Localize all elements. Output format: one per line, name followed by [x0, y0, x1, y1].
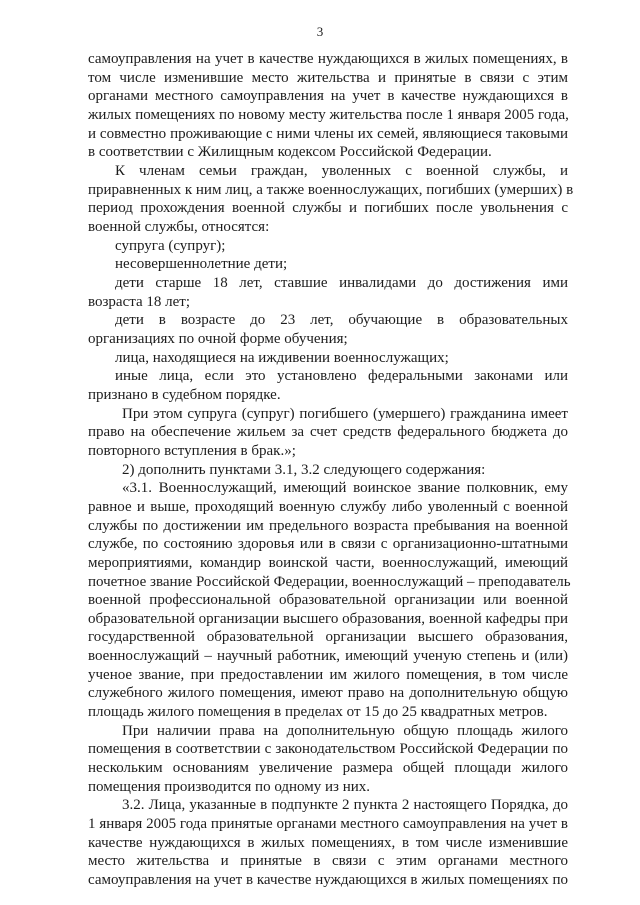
text-line: период прохождения военной службы и погибших после увольнения с [88, 200, 568, 217]
text-line: место жительства и принятые в связи с этим органами местного [88, 853, 568, 870]
text-line: помещения производится по одному из них. [88, 778, 371, 795]
text-line: в соответствии с Жилищным кодексом Российской Федерации. [88, 144, 492, 161]
text-line: возраста 18 лет; [88, 293, 190, 310]
text-line: жилых помещениях по новому месту жительства после 1 января 2005 года, [88, 107, 569, 123]
text-line: повторного вступления в брак.»; [88, 442, 296, 459]
text-line: организациях по очной форме обучения; [88, 330, 348, 347]
text-line: военной профессиональной образовательной организации или военной [88, 592, 568, 609]
text-line: мероприятиями, командир воинской части, военнослужащий, имеющий [88, 554, 568, 571]
text-line: несовершеннолетние дети; [115, 256, 288, 273]
text-line: самоуправления на учет в качестве нуждающихся в жилых помещениях, в [88, 51, 568, 67]
text-line: При этом супруга (супруг) погибшего (умершего) гражданина имеет [122, 405, 568, 422]
text-line: качестве нуждающихся в жилых помещениях, в том числе изменившие [88, 834, 568, 851]
text-line: военной службы, относятся: [88, 218, 270, 235]
text-line: службе, по состоянию здоровья или в связи с организационно-штатными [88, 536, 568, 553]
text-line: супруга (супруг); [115, 237, 226, 254]
text-line: 3.2. Лица, указанные в подпункте 2 пункта 2 настоящего Порядка, до [122, 797, 568, 814]
text-line: и совместно проживающие с ними члены их семей, являющиеся таковыми [88, 125, 568, 142]
text-line: службы по достижении им предельного возраста пребывания на военной [88, 517, 568, 534]
text-line: военнослужащий – научный работник, имеющий ученую степень и (или) [88, 648, 568, 665]
text-line: том числе изменившие место жительства и принятые в связи с этим [88, 69, 568, 86]
text-line: равное и выше, проходящий военную службу либо уволенный с военной [88, 498, 568, 515]
text-line: дети в возрасте до 23 лет, обучающие в образовательных [115, 312, 568, 329]
text-line: органами местного самоуправления на учет в качестве нуждающихся в [88, 88, 568, 105]
text-line: служебного жилого помещения, имеют право на дополнительную общую [88, 685, 568, 702]
text-line: иные лица, если это установлено федеральными законами или [115, 368, 568, 385]
page-number: 3 [316, 24, 324, 39]
text-line: ученое звание, при предоставлении им жилого помещения, в том числе [88, 666, 568, 683]
text-line: При наличии права на дополнительную общую площадь жилого [122, 722, 568, 739]
text-line: дети старше 18 лет, ставшие инвалидами до достижения ими [115, 274, 568, 291]
text-line: государственной образовательной организации высшего образования, [88, 629, 568, 646]
text-line: помещения в соответствии с законодательством Российской Федерации по [88, 741, 568, 758]
text-line: площадь жилого помещения в пределах от 15 до 25 квадратных метров. [88, 704, 548, 721]
text-line: 1 января 2005 года принятые органами местного самоуправления на учет в [88, 816, 568, 832]
text-line: образовательной организации высшего образования, военной кафедры при [88, 610, 568, 627]
text-line: право на обеспечение жильем за счет средств федерального бюджета до [88, 424, 568, 441]
text-line: лица, находящиеся на иждивении военнослужащих; [115, 349, 449, 366]
text-line: 2) дополнить пунктами 3.1, 3.2 следующего содержания: [122, 461, 486, 478]
text-line: почетное звание Российской Федерации, военнослужащий – преподаватель [88, 573, 571, 590]
text-line: признано в судебном порядке. [88, 386, 281, 403]
text-line: К членам семьи граждан, уволенных с военной службы, и [115, 163, 568, 179]
text-line: самоуправления на учет в качестве нуждающихся в жилых помещениях по [88, 872, 568, 888]
text-line: приравненных к ним лиц, а также военнослужащих, погибших (умерших) в [88, 181, 574, 198]
text-line: нескольким основаниям увеличение размера общей площади жилого [88, 760, 568, 776]
text-line: «3.1. Военнослужащий, имеющий воинское звание полковник, ему [122, 480, 568, 497]
